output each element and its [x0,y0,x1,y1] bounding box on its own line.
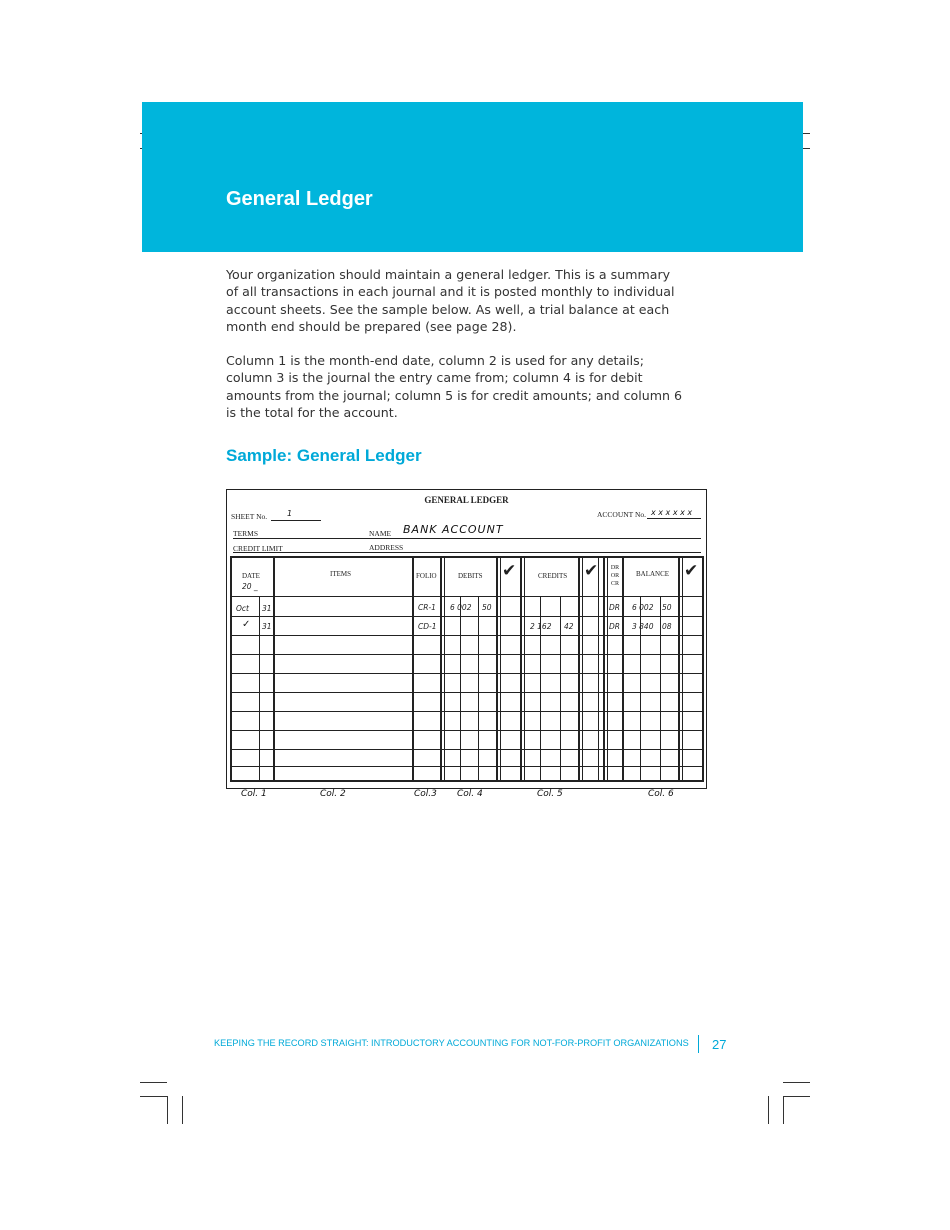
col-3-marker: Col.3 [414,789,437,799]
sheet-underline [271,520,321,521]
row-1-day: 31 [262,604,272,613]
header-band [142,102,803,252]
crop-mark [783,1096,784,1124]
row-1-folio: CR-1 [418,603,436,612]
row-2-balance-cents: 08 [662,622,672,631]
crop-mark [803,133,810,134]
col-rule [520,558,522,780]
col-rule [259,596,260,780]
col-1-marker: Col. 1 [241,789,267,799]
row-rule [232,766,702,767]
col-rule [500,558,501,780]
credit-limit-underline [233,552,701,553]
crop-mark [182,1096,183,1124]
name-value: BANK ACCOUNT [403,523,504,536]
folio-header: FOLIO [416,572,437,580]
footer-divider [698,1035,699,1053]
crop-mark [140,1082,167,1083]
row-rule [232,692,702,693]
page-title: General Ledger [226,188,373,210]
items-header: ITEMS [330,570,351,578]
page-number: 27 [712,1037,727,1052]
col-rule [582,558,583,780]
crop-mark [167,1096,168,1124]
ledger-table [230,556,704,782]
ledger-form-image [226,489,707,789]
crop-mark [783,1096,810,1097]
col-rule [578,558,580,780]
col-rule [524,558,525,780]
row-2-balance-dollars: 3 840 [632,622,654,631]
row-rule [232,711,702,712]
account-label: ACCOUNT No. [597,510,647,519]
columns-paragraph: Column 1 is the month-end date, column 2 is used for any details; column 3 is the journal the entry came from; column 4 is for debit amounts from the journal; column 5 is for credit amounts; and column 6 is the total for the account. [226,353,682,420]
crop-mark [140,1096,167,1097]
credits-header: CREDITS [538,572,568,580]
form-title: GENERAL LEDGER [424,495,509,505]
row-1-balance-cents: 50 [662,603,672,612]
col-rule [444,558,445,780]
debits-header: DEBITS [458,572,483,580]
col-rule [440,558,442,780]
terms-label: TERMS [233,529,259,538]
intro-paragraph: Your organization should maintain a general ledger. This is a summary of all transactions in each journal and it is posted monthly to individual account sheets. See the sample below. As well, a trial balance at each month end should be prepared (see page 28). [226,267,675,334]
row-2-folio: CD-1 [418,622,437,631]
date-year: 20 _ [242,582,258,591]
check-mark-icon: ✔ [684,561,699,581]
row-rule [232,654,702,655]
row-1-dr-cr: DR [609,603,620,612]
col-rule [460,596,461,780]
crop-mark [783,1082,810,1083]
col-rule [560,596,561,780]
footer-text: KEEPING THE RECORD STRAIGHT: INTRODUCTORY ACCOUNTING FOR NOT-FOR-PROFIT ORGANIZATIONS [214,1038,689,1048]
account-underline [647,518,701,519]
col-rule [412,558,414,780]
crop-mark [768,1096,769,1124]
col-rule [496,558,498,780]
row-1-month: Oct [236,604,249,613]
row-rule [232,616,702,617]
check-mark-icon: ✔ [502,561,517,581]
col-4-marker: Col. 4 [457,789,483,799]
col-rule [678,558,680,780]
col-rule [273,558,275,780]
col-rule [682,558,683,780]
row-1-debit-dollars: 6 002 [450,603,472,612]
col-6-marker: Col. 6 [648,789,674,799]
row-rule [232,673,702,674]
sheet-label: SHEET No. [231,512,268,521]
account-value: x x x x x x [651,508,693,517]
row-2-month: ✓ [242,619,251,630]
terms-underline [233,538,701,539]
row-1-debit-cents: 50 [482,603,492,612]
name-label: NAME [369,529,392,538]
header-rule [232,596,702,597]
row-2-credit-dollars: 2 162 [530,622,552,631]
credit-limit-label: CREDIT LIMIT [233,544,283,553]
col-rule [607,558,608,780]
crop-mark [803,148,810,149]
row-1-balance-dollars: 6 002 [632,603,654,612]
sample-heading: Sample: General Ledger [226,446,422,465]
row-2-day: 31 [262,622,272,631]
row-2-credit-cents: 42 [564,622,574,631]
col-rule [660,596,661,780]
dr-or-cr-header: DR OR CR [610,565,620,587]
col-rule [622,558,624,780]
col-rule [478,596,479,780]
col-rule [603,558,605,780]
col-2-marker: Col. 2 [320,789,346,799]
sheet-value: 1 [287,509,293,518]
check-mark-icon: ✔ [584,561,599,581]
row-2-dr-cr: DR [609,622,620,631]
date-header: DATE [242,572,260,580]
row-rule [232,749,702,750]
balance-header: BALANCE [636,570,670,578]
col-5-marker: Col. 5 [537,789,563,799]
row-rule [232,635,702,636]
row-rule [232,730,702,731]
col-rule [598,558,599,780]
address-label: ADDRESS [369,543,404,552]
